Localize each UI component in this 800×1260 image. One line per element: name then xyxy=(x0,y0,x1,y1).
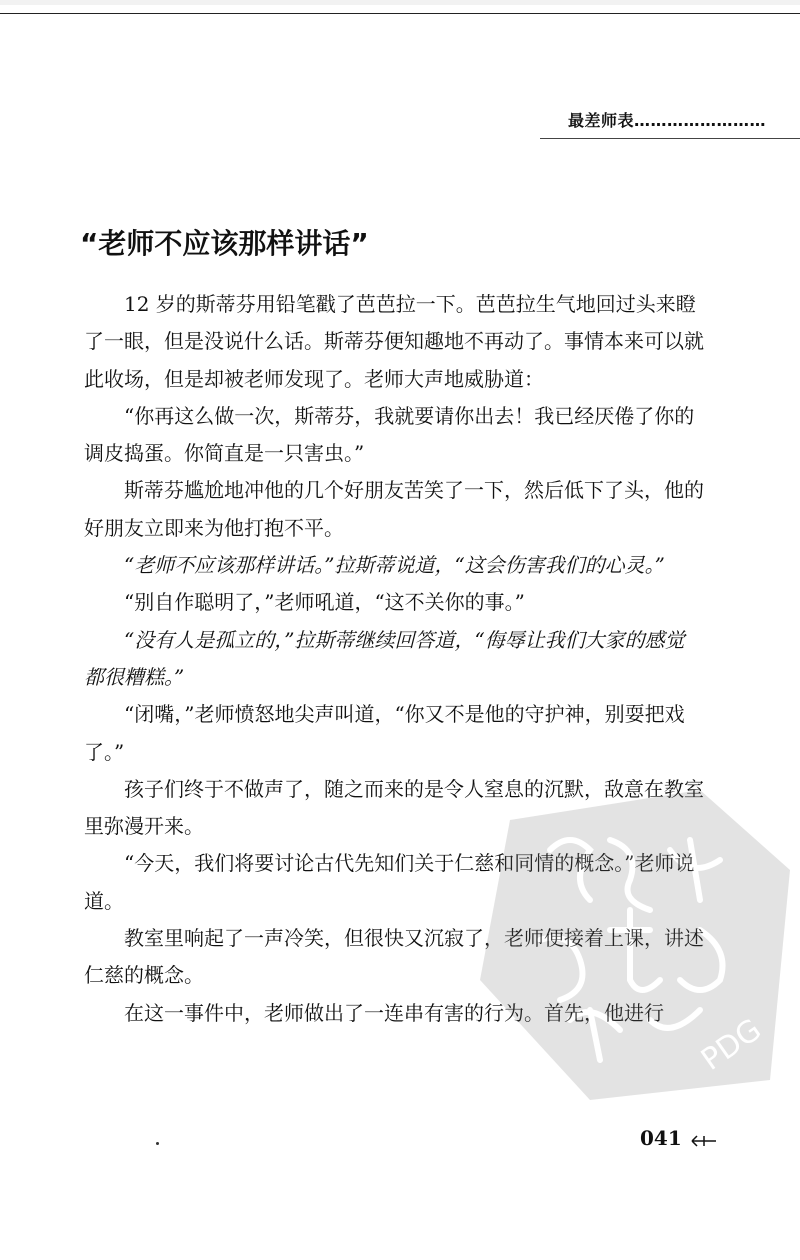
top-border-line xyxy=(0,13,800,14)
paragraph: 斯蒂芬尴尬地冲他的几个好朋友苦笑了一下，然后低下了头，他的好朋友立即来为他打抱不平。 xyxy=(84,478,704,540)
paragraph: “别自作聪明了，”老师吼道，“这不关你的事。” xyxy=(124,590,525,615)
back-arrow-icon xyxy=(691,1133,717,1149)
paragraph: 孩子们终于不做声了，随之而来的是令人窒息的沉默，敌意在教室里弥漫开来。 xyxy=(84,776,704,839)
watermark-label: PDG xyxy=(695,1012,768,1078)
running-header: 最差师表…………………… xyxy=(568,111,767,130)
paragraph: “没有人是孤立的，”拉斯蒂继续回答道，“侮辱让我们大家的感觉都很糟糕。” xyxy=(84,627,685,689)
page-footer xyxy=(640,1126,717,1156)
page-speck xyxy=(156,1142,159,1145)
paragraph: 教室里响起了一声冷笑，但很快又沉寂了，老师便接着上课，讲述仁慈的概念。 xyxy=(84,926,704,988)
paragraph: 在这一事件中，老师做出了一连串有害的行为。首先，他进行 xyxy=(124,1000,664,1025)
library-seal-watermark xyxy=(470,780,800,1110)
paragraph: 12 岁的斯蒂芬用铅笔戳了芭芭拉一下。芭芭拉生气地回过头来瞪了一眼，但是没说什么话。斯蒂芬便知趣地不再动了。事情本来可以就此收场，但是却被老师发现了。老师大声地威胁道： xyxy=(84,292,704,391)
page-number: 041 xyxy=(640,1126,682,1150)
page-top-edge xyxy=(0,0,800,5)
running-header-area xyxy=(540,104,800,134)
paragraph: “你再这么做一次，斯蒂芬，我就要请你出去！我已经厌倦了你的调皮捣蛋。你简直是一只害虫。” xyxy=(84,403,695,466)
paragraph: “今天，我们将要讨论古代先知们关于仁慈和同情的概念。”老师说道。 xyxy=(84,851,695,913)
header-rule xyxy=(540,138,800,139)
paragraph: “闭嘴，”老师愤怒地尖声叫道，“你又不是他的守护神，别耍把戏了。” xyxy=(84,702,685,764)
article-title: “老师不应该那样讲话” xyxy=(80,227,369,260)
paragraph: “老师不应该那样讲话。”拉斯蒂说道，“这会伤害我们的心灵。” xyxy=(124,553,665,578)
